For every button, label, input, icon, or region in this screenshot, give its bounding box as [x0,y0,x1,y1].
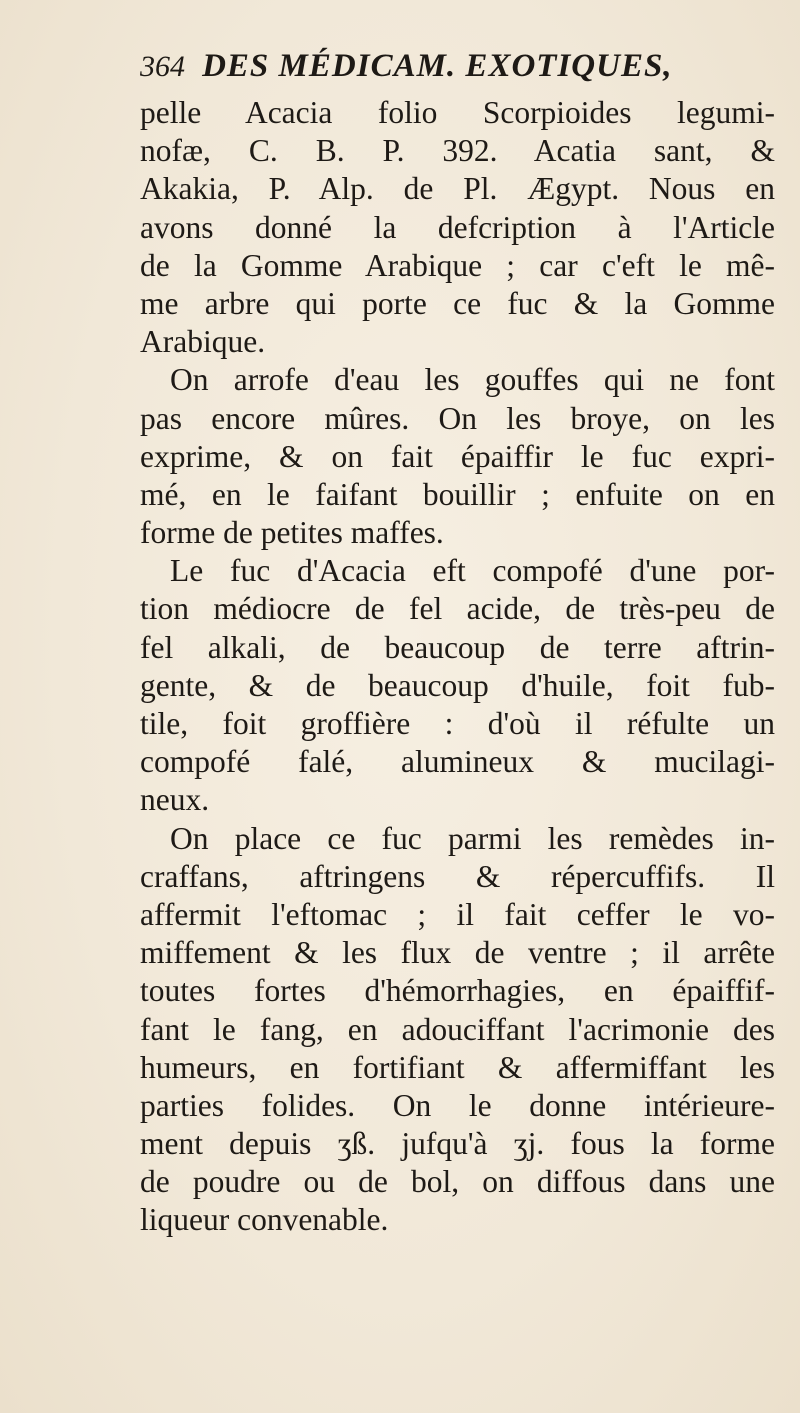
text-line: liqueur convenable. [140,1202,389,1238]
text-line: gente, & de beaucoup d'huile, foit fub- [140,667,775,703]
text-line: ment depuis ʒß. jufqu'à ʒj. fous la forme [140,1126,775,1162]
text-line: pelle Acacia folio Scorpioides legumi- [140,95,775,130]
page-header [140,48,760,94]
text-line: nofæ, C. B. P. 392. Acatia sant, & [140,133,775,169]
text-line: avons donné la defcription à l'Article [140,209,775,245]
text-line: neux. [140,782,210,818]
text-line: de la Gomme Arabique ; car c'eft le mê- [140,247,775,283]
text-line: humeurs, en fortifiant & affermiffant les [140,1049,775,1085]
text-line: compofé falé, alumineux & mucilagi- [140,744,775,780]
text-line: Arabique. [140,324,266,360]
text-line: miffement & les flux de ventre ; il arrête [140,935,775,971]
text-line: de poudre ou de bol, on diffous dans une [140,1164,775,1200]
text-line: forme de petites maffes. [140,515,444,551]
text-line: affermit l'eftomac ; il fait ceffer le vo- [140,896,775,932]
text-line: On place ce fuc parmi les remèdes in- [170,820,775,856]
text-line: pas encore mûres. On les broye, on les [140,400,775,436]
body-text [140,94,775,1240]
text-line: fel alkali, de beaucoup de terre aftrin- [140,629,775,665]
text-line: mé, en le faifant bouillir ; enfuite on en [140,476,775,512]
page-number: 364 [140,50,185,83]
text-line: On arrofe d'eau les gouffes qui ne font [170,362,775,398]
text-line: Akakia, P. Alp. de Pl. Ægypt. Nous en [140,171,775,207]
text-line: tile, foit groffière : d'où il réfulte un [140,706,775,741]
text-line: parties folides. On le donne intérieure- [140,1087,775,1123]
text-line: toutes fortes d'hémorrhagies, en épaiffif- [140,973,775,1009]
running-head: DES MÉDICAM. EXOTIQUES, [202,48,673,84]
text-line: fant le fang, en adouciffant l'acrimonie des [140,1011,775,1047]
text-line: me arbre qui porte ce fuc & la Gomme [140,285,775,321]
text-line: exprime, & on fait épaiffir le fuc expri- [140,438,775,474]
text-line: craffans, aftringens & répercuffifs. Il [140,858,775,894]
text-line: tion médiocre de fel acide, de très-peu de [140,591,775,627]
text-line: Le fuc d'Acacia eft compofé d'une por- [170,553,775,589]
